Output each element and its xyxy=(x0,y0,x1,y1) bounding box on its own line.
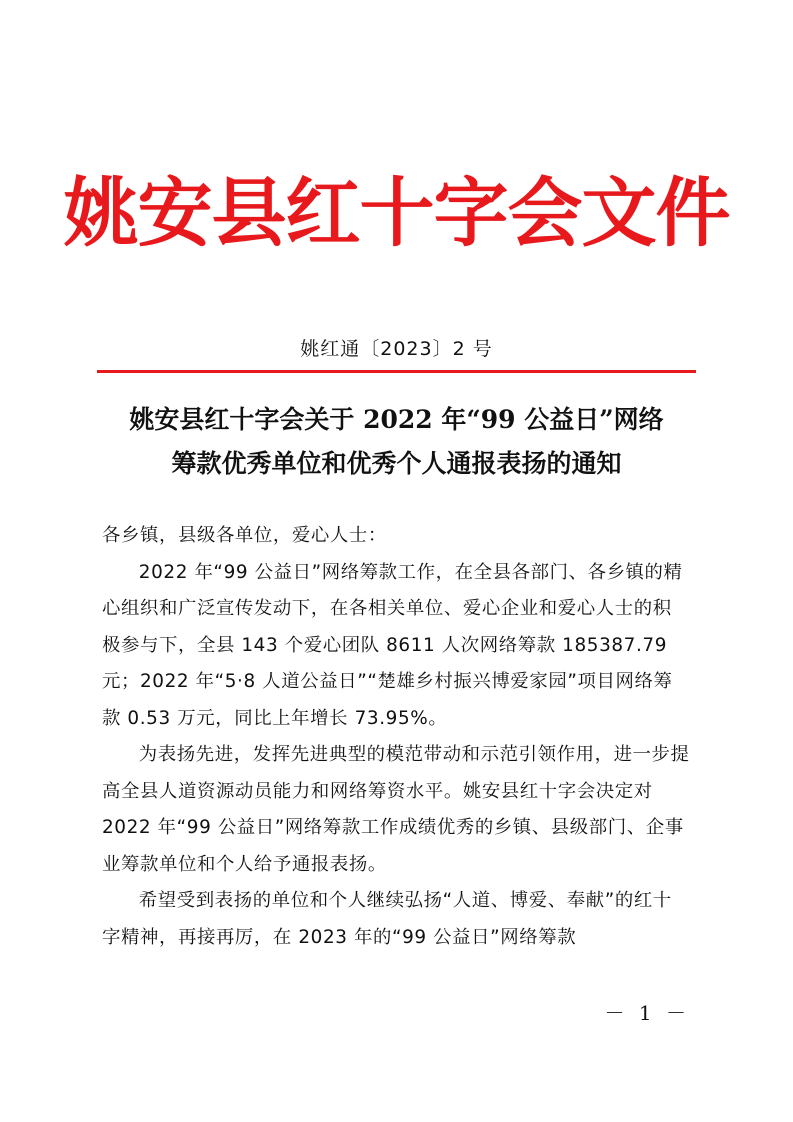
body-paragraph-1: 2022 年“99 公益日”网络筹款工作，在全县各部门、各乡镇的精心组织和广泛宣传发动下，在各相关单位、爱心企业和爱心人士的积极参与下，全县 143 个爱心团队 8611 人次网络筹款 185387.79 元；2022 年“5·8 人道公益日”“楚雄乡村振兴博爱家园”项目网络筹款 0.53 万元，同比上年增长 73.95%。 xyxy=(102,561,683,729)
title-line-2: 筹款优秀单位和优秀个人通报表扬的通知 xyxy=(171,449,622,478)
salutation: 各乡镇，县级各单位，爱心人士： xyxy=(102,525,387,546)
title-line-1: 姚安县红十字会关于 2022 年“99 公益日”网络 xyxy=(129,405,664,434)
red-divider-line xyxy=(97,370,696,373)
body-paragraph-2: 为表扬先进，发挥先进典型的模范带动和示范引领作用，进一步提高全县人道资源动员能力和网络筹资水平。姚安县红十字会决定对 2022 年“99 公益日”网络筹款工作成绩优秀的乡镇、县级部门、企事业筹款单位和个人给予通报表扬。 xyxy=(102,744,690,875)
document-title xyxy=(60,398,733,486)
document-number: 姚红通〔2023〕2 号 xyxy=(300,338,493,360)
page-number: － 1 － xyxy=(604,1001,690,1025)
body-paragraph-3: 希望受到表扬的单位和个人继续弘扬“人道、博爱、奉献”的红十字精神，再接再厉，在 2023 年的“99 公益日”网络筹款 xyxy=(102,890,672,948)
document-body xyxy=(102,518,690,956)
document-masthead: 姚安县红十字会文件 xyxy=(63,169,730,257)
